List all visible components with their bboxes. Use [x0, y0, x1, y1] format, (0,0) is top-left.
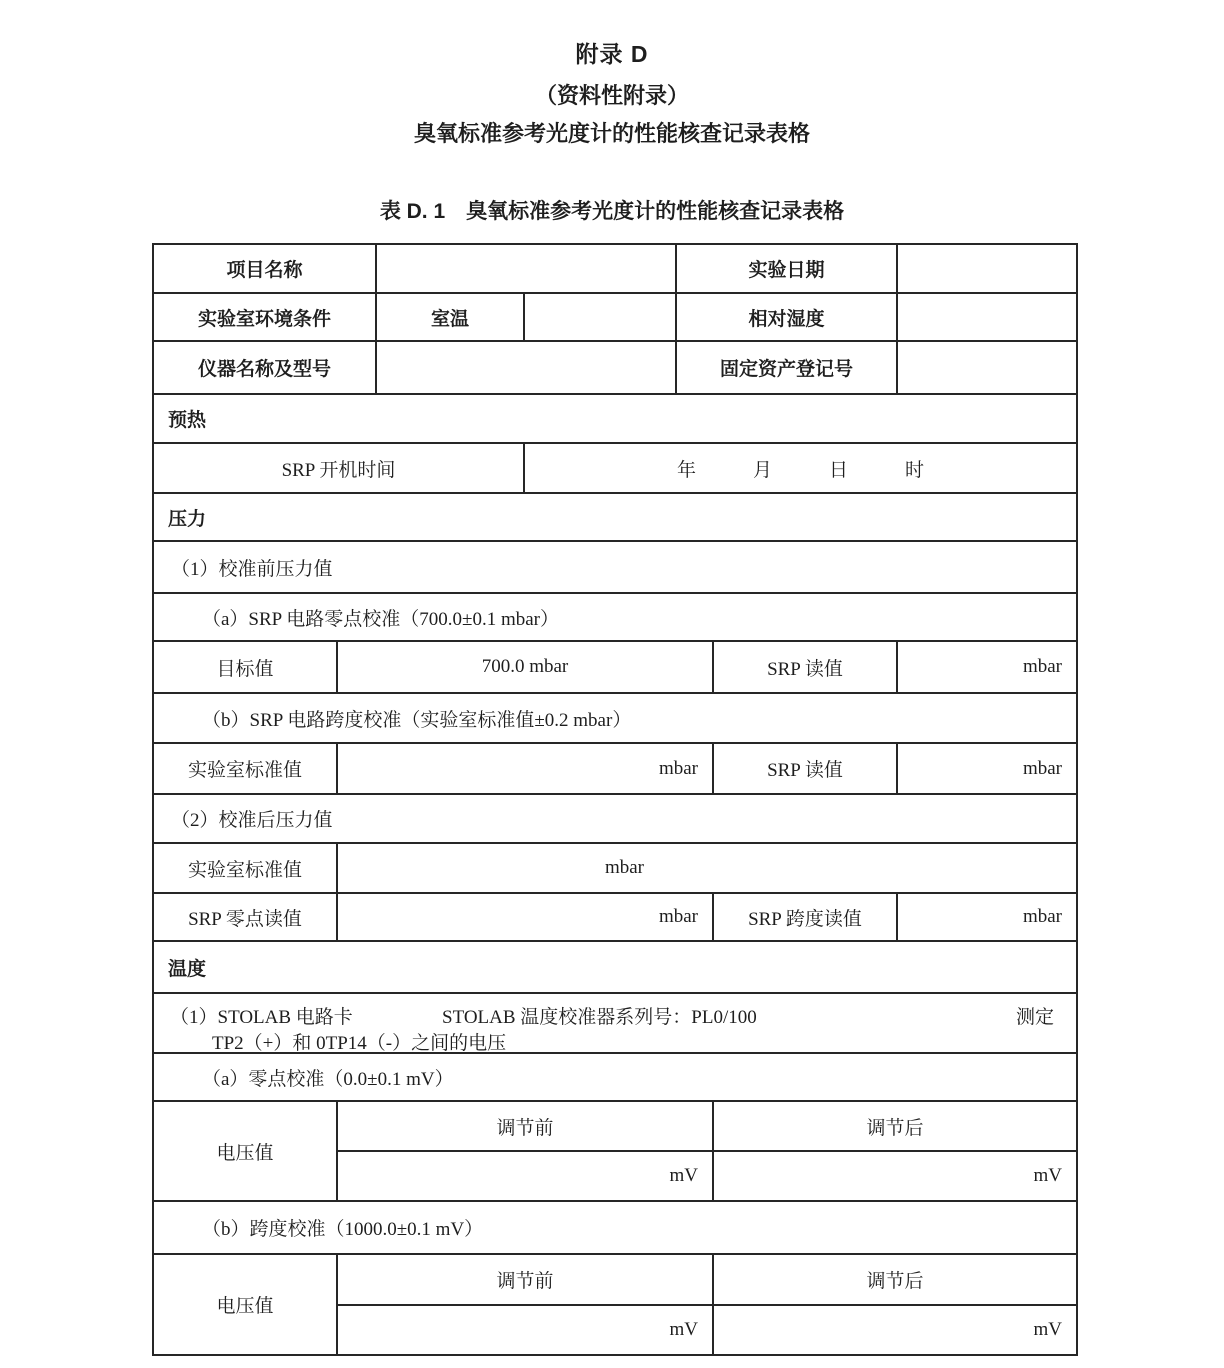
- table-row: [154, 894, 1076, 942]
- lab-environment-label: 实验室环境条件: [154, 294, 377, 340]
- srp-reading-label: SRP 读值: [714, 642, 898, 692]
- table-row: [154, 342, 1076, 395]
- table-row: [154, 795, 1076, 844]
- srp-startup-datetime-cell: 年 月 日 时: [676, 459, 924, 481]
- appendix-title: 附录 D: [575, 41, 649, 67]
- experiment-date-value-cell: [898, 245, 1076, 292]
- voltage-label: 电压值: [154, 1255, 338, 1354]
- target-value: 700.0 mbar: [338, 642, 714, 692]
- table-row: [154, 594, 1076, 642]
- before-adjust-unit-cell: mV: [338, 1306, 714, 1355]
- srp-zero-reading-label: SRP 零点读值: [154, 894, 338, 940]
- relative-humidity-label: 相对湿度: [677, 294, 898, 340]
- table-subrow: [338, 1102, 1076, 1152]
- srp-span-unit-cell: mbar: [1022, 906, 1062, 927]
- temp-zero-cal-label: （a）零点校准（0.0±0.1 mV）: [202, 1068, 454, 1090]
- table-row: [154, 642, 1076, 694]
- instrument-name-label: 仪器名称及型号: [154, 342, 377, 393]
- preheat-section-label: 预热: [168, 410, 207, 431]
- table-row: [154, 245, 1076, 294]
- asset-number-value-cell: [898, 342, 1076, 393]
- before-adjust-unit-cell: mV: [338, 1152, 714, 1200]
- table-row: [154, 1054, 1076, 1102]
- lab-standard-unit-cell: mbar: [338, 744, 714, 793]
- stolab-serial-label: STOLAB 温度校准器系列号：PL0/100: [442, 1007, 757, 1028]
- after-adjust-label: 调节后: [866, 1117, 924, 1139]
- temperature-section-label: 温度: [168, 958, 207, 980]
- lab-standard-label: 实验室标准值: [154, 844, 338, 892]
- appendix-heading: 臭氧标准参考光度计的性能核查记录表格: [413, 121, 810, 146]
- table-row: [154, 694, 1076, 744]
- room-temp-label: 室温: [377, 294, 525, 340]
- appendix-type: （资料性附录）: [534, 83, 689, 108]
- record-form-table: [152, 243, 1078, 1356]
- table-row: [154, 395, 1076, 444]
- table-row: [154, 942, 1076, 994]
- before-adjust-label: 调节前: [338, 1255, 714, 1304]
- after-adjust-label: 调节后: [866, 1270, 924, 1292]
- table-row: [154, 294, 1076, 342]
- experiment-date-label: 实验日期: [677, 245, 898, 292]
- before-adjust-label: 调节前: [338, 1102, 714, 1150]
- after-adjust-unit-cell: mV: [1033, 1165, 1062, 1186]
- voltage-label: 电压值: [154, 1102, 338, 1200]
- srp-startup-time-label: SRP 开机时间: [154, 444, 525, 492]
- table-subrow: [338, 1306, 1076, 1355]
- post-cal-pressure-label: （2）校准后压力值: [171, 810, 333, 831]
- srp-reading-unit-cell: mbar: [1022, 757, 1062, 779]
- srp-zero-unit-cell: mbar: [338, 894, 714, 940]
- lab-standard-label: 实验室标准值: [154, 744, 338, 793]
- srp-reading-label: SRP 读值: [714, 744, 898, 793]
- after-adjust-unit-cell: mV: [1033, 1318, 1062, 1340]
- target-value-label: 目标值: [154, 642, 338, 692]
- relative-humidity-value-cell: [898, 294, 1076, 340]
- stolab-cell: [154, 994, 1076, 1052]
- table-row: [154, 542, 1076, 594]
- table-row: [154, 744, 1076, 795]
- table-row: [154, 494, 1076, 542]
- project-name-label: 项目名称: [154, 245, 377, 292]
- srp-zero-cal-label: （a）SRP 电路零点校准（700.0±0.1 mbar）: [202, 608, 560, 630]
- table-row: [154, 844, 1076, 894]
- lab-standard-unit-cell: mbar: [604, 857, 645, 878]
- table-row: [154, 1102, 1076, 1202]
- srp-span-reading-label: SRP 跨度读值: [714, 894, 898, 940]
- table-subrow: [338, 1255, 1076, 1306]
- pre-cal-pressure-label: （1）校准前压力值: [171, 558, 333, 580]
- voltage-subgrid: [338, 1102, 1076, 1200]
- voltage-subgrid: [338, 1255, 1076, 1354]
- table-row: [154, 444, 1076, 494]
- instrument-name-value-cell: [377, 342, 677, 393]
- pressure-section-label: 压力: [168, 508, 207, 530]
- stolab-card-label: （1）STOLAB 电路卡: [170, 1007, 353, 1028]
- table-caption: 表 D. 1 臭氧标准参考光度计的性能核查记录表格: [379, 200, 845, 223]
- table-row: [154, 1202, 1076, 1255]
- asset-number-label: 固定资产登记号: [677, 342, 898, 393]
- table-row: [154, 994, 1076, 1054]
- measure-label: 测定: [1015, 1007, 1054, 1028]
- temp-span-cal-label: （b）跨度校准（1000.0±0.1 mV）: [202, 1219, 484, 1240]
- table-subrow: [338, 1152, 1076, 1200]
- srp-reading-unit-cell: mbar: [1022, 656, 1062, 677]
- table-row: [154, 1255, 1076, 1354]
- project-name-value-cell: [377, 245, 677, 292]
- tp-voltage-label: TP2（+）和 0TP14（-）之间的电压: [212, 1033, 507, 1052]
- room-temp-value-cell: [525, 294, 677, 340]
- srp-span-cal-label: （b）SRP 电路跨度校准（实验室标准值±0.2 mbar）: [202, 709, 632, 731]
